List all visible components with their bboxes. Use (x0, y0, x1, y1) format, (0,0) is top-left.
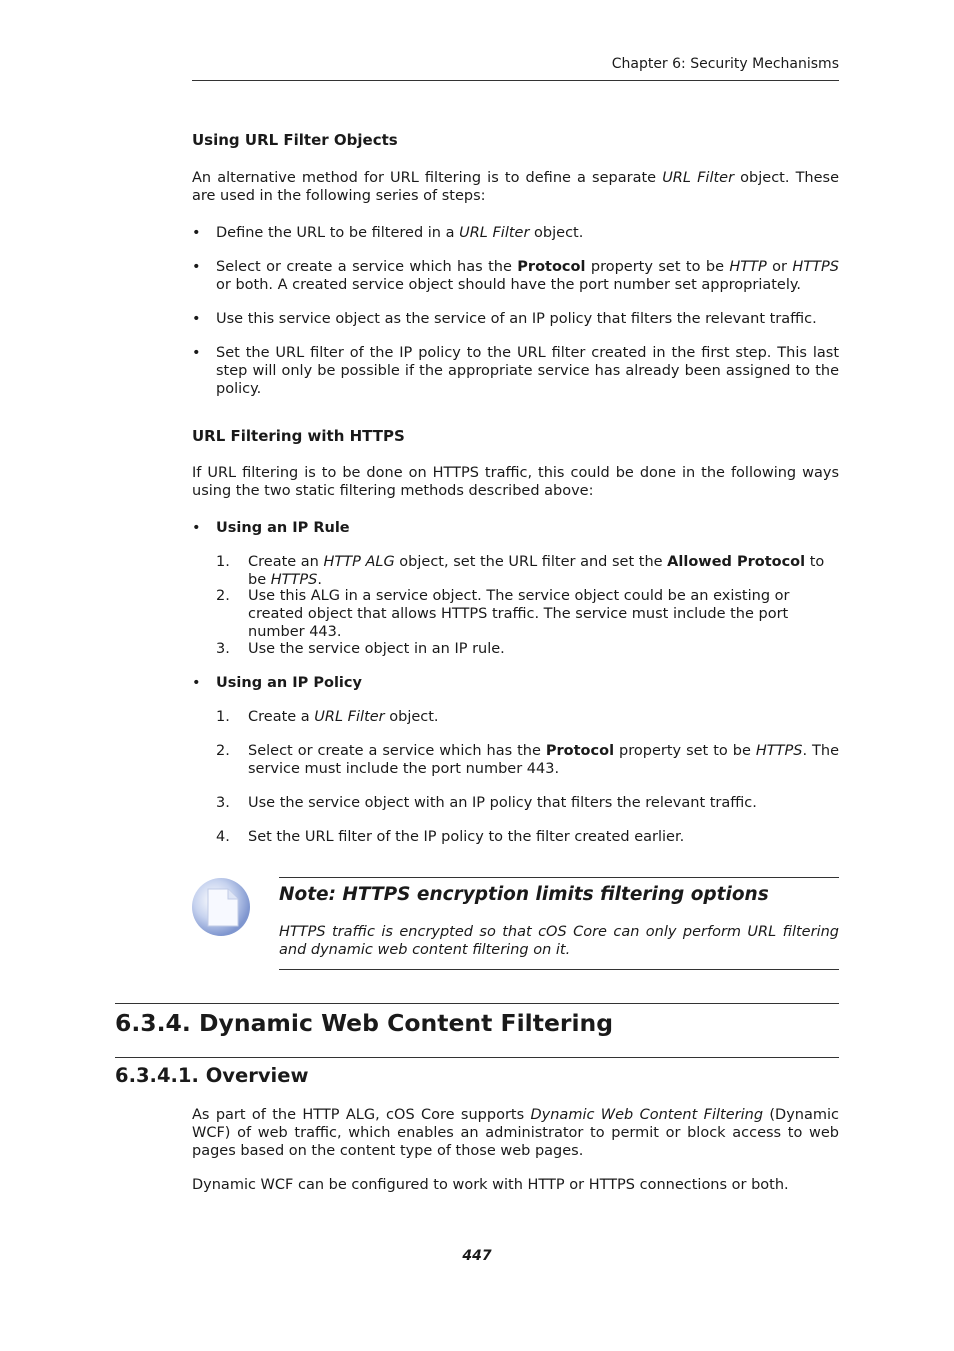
bullet-item: Use this service object as the service of an IP policy that filters the relevant traffic. (216, 311, 817, 327)
step-number: 3. (216, 795, 230, 811)
overview-paragraph-2: Dynamic WCF can be configured to work with HTTP or HTTPS connections or both. (192, 1177, 789, 1193)
step-number: 3. (216, 641, 230, 657)
step-text: Select or create a service which has the Protocol property set to be HTTPS. The service must include the port number 443. (248, 743, 839, 777)
page-number: 447 (462, 1248, 492, 1264)
ip-policy-label: Using an IP Policy (216, 675, 362, 691)
note-body: HTTPS traffic is encrypted so that cOS Core can only perform URL filtering and dynamic web content filtering on it. (279, 924, 839, 958)
step-text: Use this ALG in a service object. The service object could be an existing or created object that allows HTTPS traffic. The service must include the port number 443. (248, 588, 790, 640)
step-text: Create a URL Filter object. (248, 709, 439, 725)
url-filtering-https-intro: If URL filtering is to be done on HTTPS traffic, this could be done in the following ways using the two static filtering methods described above: (192, 465, 839, 499)
step-text: Use the service object with an IP policy that filters the relevant traffic. (248, 795, 757, 811)
step-number: 1. (216, 709, 230, 725)
header-rule (192, 80, 839, 81)
note-bottom-rule (279, 969, 839, 970)
note-top-rule (279, 877, 839, 878)
step-text: Set the URL filter of the IP policy to the filter created earlier. (248, 829, 685, 845)
bullet-dot: • (192, 259, 201, 275)
url-filter-objects-intro: An alternative method for URL filtering is to define a separate URL Filter object. These are used in the following series of steps: (192, 170, 840, 204)
ip-rule-label: Using an IP Rule (216, 520, 350, 536)
step-text: Create an HTTP ALG object, set the URL filter and set the Allowed Protocol to be HTTPS. (248, 554, 825, 588)
note-title: Note: HTTPS encryption limits filtering options (279, 884, 769, 905)
step-number: 4. (216, 829, 230, 845)
subsection-heading: 6.3.4.1. Overview (115, 1064, 309, 1087)
section-heading: 6.3.4. Dynamic Web Content Filtering (115, 1009, 614, 1037)
section-rule (115, 1003, 839, 1004)
step-number: 2. (216, 588, 230, 604)
bullet-dot: • (192, 225, 201, 241)
overview-paragraph-1: As part of the HTTP ALG, cOS Core supports Dynamic Web Content Filtering (Dynamic WCF) of web traffic, which enables an administrator to permit or block access to web pages based on the content type of those web pages. (192, 1107, 839, 1159)
step-text: Use the service object in an IP rule. (248, 641, 505, 657)
bullet-item: Select or create a service which has the Protocol property set to be HTTP or HTTPS or both. A created service object should have the port number set appropriately. (216, 259, 839, 293)
bullet-dot: • (192, 675, 201, 691)
bullet-item: Set the URL filter of the IP policy to the URL filter created in the first step. This last step will only be possible if the appropriate service has already been assigned to the policy. (216, 345, 839, 397)
heading-url-filtering-https: URL Filtering with HTTPS (192, 427, 405, 445)
bullet-item: Define the URL to be filtered in a URL Filter object. (216, 225, 584, 241)
bullet-dot: • (192, 311, 201, 327)
subsection-rule (115, 1057, 839, 1058)
bullet-dot: • (192, 520, 201, 536)
running-header: Chapter 6: Security Mechanisms (611, 56, 839, 72)
bullet-dot: • (192, 345, 201, 361)
heading-url-filter-objects: Using URL Filter Objects (192, 131, 398, 149)
step-number: 2. (216, 743, 230, 759)
step-number: 1. (216, 554, 230, 570)
note-page-icon (190, 876, 254, 940)
